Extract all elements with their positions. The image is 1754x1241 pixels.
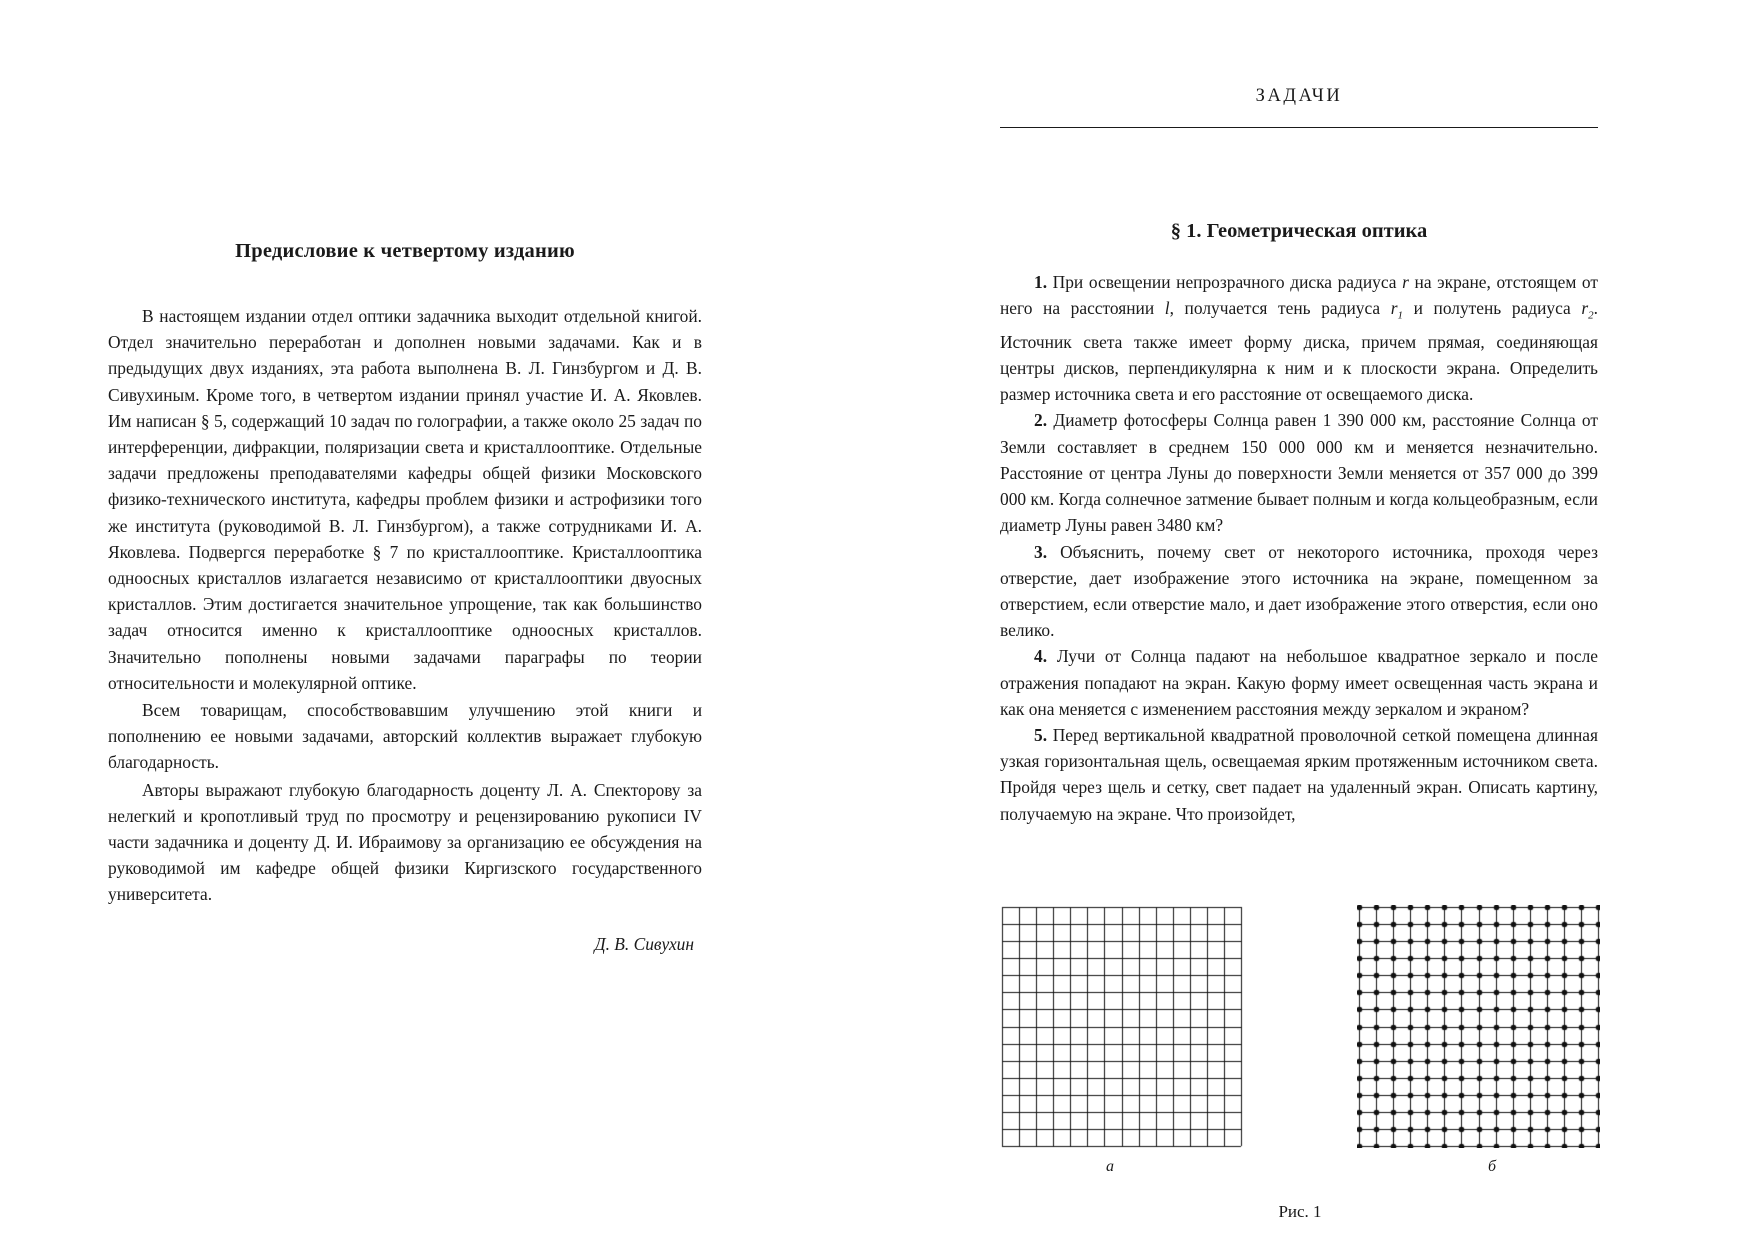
figure-label-a: а <box>1106 1158 1114 1175</box>
problem-text-part: и полутень радиуса <box>1403 298 1582 319</box>
problem-text: Объяснить, почему свет от некоторого источника, проходя через отверстие, дает изображение этого источника на экране, помещенном за отверстием, если отверстие мало, и дает изображение этого отверстия, если оно велико. <box>1000 541 1598 641</box>
section-title: § 1. Геометрическая оптика <box>1170 220 1428 242</box>
problem-text-part: При освещении непрозрачного диска радиуса <box>1052 272 1403 292</box>
grid-plain <box>1000 905 1243 1148</box>
problem-3 <box>1000 539 1598 644</box>
problems-column <box>1000 86 1598 827</box>
problem-number: 3. <box>1034 541 1048 562</box>
problem-text: Перед вертикальной квадратной проволочной сеткой помещена длинная узкая горизонтальная щель, освещаемая ярким протяженным источником света. Пройдя через щель и сетку, свет падает на удаленный экран. Описать картину, получаемую на экране. Что произойдет, <box>1000 724 1598 824</box>
problem-4 <box>1000 643 1598 722</box>
problem-text-part: на экране, отстоящем от него на расстоянии <box>1000 272 1598 319</box>
problem-text: Лучи от Солнца падают на небольшое квадратное зеркало и после отражения попадают на экран. Какую форму имеет освещенная часть экрана и как она меняется с изменением расстояния между зеркалом и экраном? <box>1000 646 1598 719</box>
problem-text-part: . Источник света также имеет форму диска, причем прямая, соединяющая центры дисков, перпендикулярна к ним и к плоскости экрана. Определить размер источника света и его расстояние от освещаемого диска. <box>1000 298 1598 405</box>
preface-paragraph-2: Всем товарищам, способствовавшим улучшению этой книги и пополнению ее новыми задачами, авторский коллектив выражает глубокую благодарность. <box>108 700 702 773</box>
problem-1 <box>1000 269 1598 407</box>
figure-sublabels <box>1000 1158 1600 1176</box>
figure-grids <box>1000 905 1600 1148</box>
variable-r: r <box>1402 272 1409 292</box>
problem-text: Диаметр фотосферы Солнца равен 1 390 000 км, расстояние Солнца от Земли составляет в среднем 150 000 000 км и меняется незначительно. Расстояние от центра Луны до поверхности Земли меняется от 357 000 до 399 000 км. Когда солнечное затмение бывает полным и когда кольцеобразным, если диаметр Луны равен 3480 км? <box>1000 410 1598 536</box>
figure-label-b: б <box>1487 1158 1496 1175</box>
problem-text-part: , получается тень радиуса <box>1169 298 1391 319</box>
problem-2 <box>1000 407 1598 538</box>
grid-dotted <box>1357 905 1600 1148</box>
problem-number: 4. <box>1034 646 1048 667</box>
preface-column <box>108 240 702 955</box>
figure-1 <box>1000 905 1600 1222</box>
preface-title: Предисловие к четвертому изданию <box>235 240 575 262</box>
variable-r1: $r_1$ <box>1390 298 1403 322</box>
problem-number: 2. <box>1034 410 1048 431</box>
preface-signature: Д. В. Сивухин <box>594 933 694 954</box>
variable-r2: $r_2$ <box>1581 298 1594 322</box>
figure-caption: Рис. 1 <box>1278 1202 1322 1221</box>
preface-paragraph-3: Авторы выражают глубокую благодарность доценту Л. А. Спекторову за нелегкий и кропотливый труд по просмотру и рецензированию рукописи IV части задачника и доценту Д. И. Ибраимову за организацию ее обсуждения на руководимой им кафедре общей физики Киргизского государственного университета. <box>108 779 702 905</box>
preface-paragraph-1: В настоящем издании отдел оптики задачника выходит отдельной книгой. Отдел значительно переработан и дополнен новыми задачами. Как и в предыдущих двух изданиях, эта работа выполнена В. Л. Гинзбургом и Д. В. Сивухиным. Кроме того, в четвертом издании принял участие И. А. Яковлев. Им написан § 5, содержащий 10 задач по голографии, а также около 25 задач по интерференции, дифракции, поляризации света и кристаллооптике. Отдельные задачи предложены преподавателями кафедры общей физики Московского физико-технического института, кафедры проблем физики и астрофизики того же института (руководимой В. Л. Гинзбургом), а также сотрудниками И. А. Яковлева. Подвергся переработке § 7 по кристаллооптике. Кристаллооптика одноосных кристаллов излагается независимо от кристаллооптики двуосных кристаллов. Этим достигается значительное упрощение, так как большинство задач относится именно к кристаллооптике одноосных кристаллов. Значительно пополнены новыми задачами параграфы по теории относительности и молекулярной оптике. <box>108 306 702 693</box>
problem-number: 5. <box>1034 724 1048 745</box>
variable-l: l <box>1164 298 1170 319</box>
problem-number: 1. <box>1034 272 1048 292</box>
running-head: ЗАДАЧИ <box>1255 86 1343 106</box>
header-divider <box>1000 127 1598 128</box>
problem-5 <box>1000 722 1598 827</box>
